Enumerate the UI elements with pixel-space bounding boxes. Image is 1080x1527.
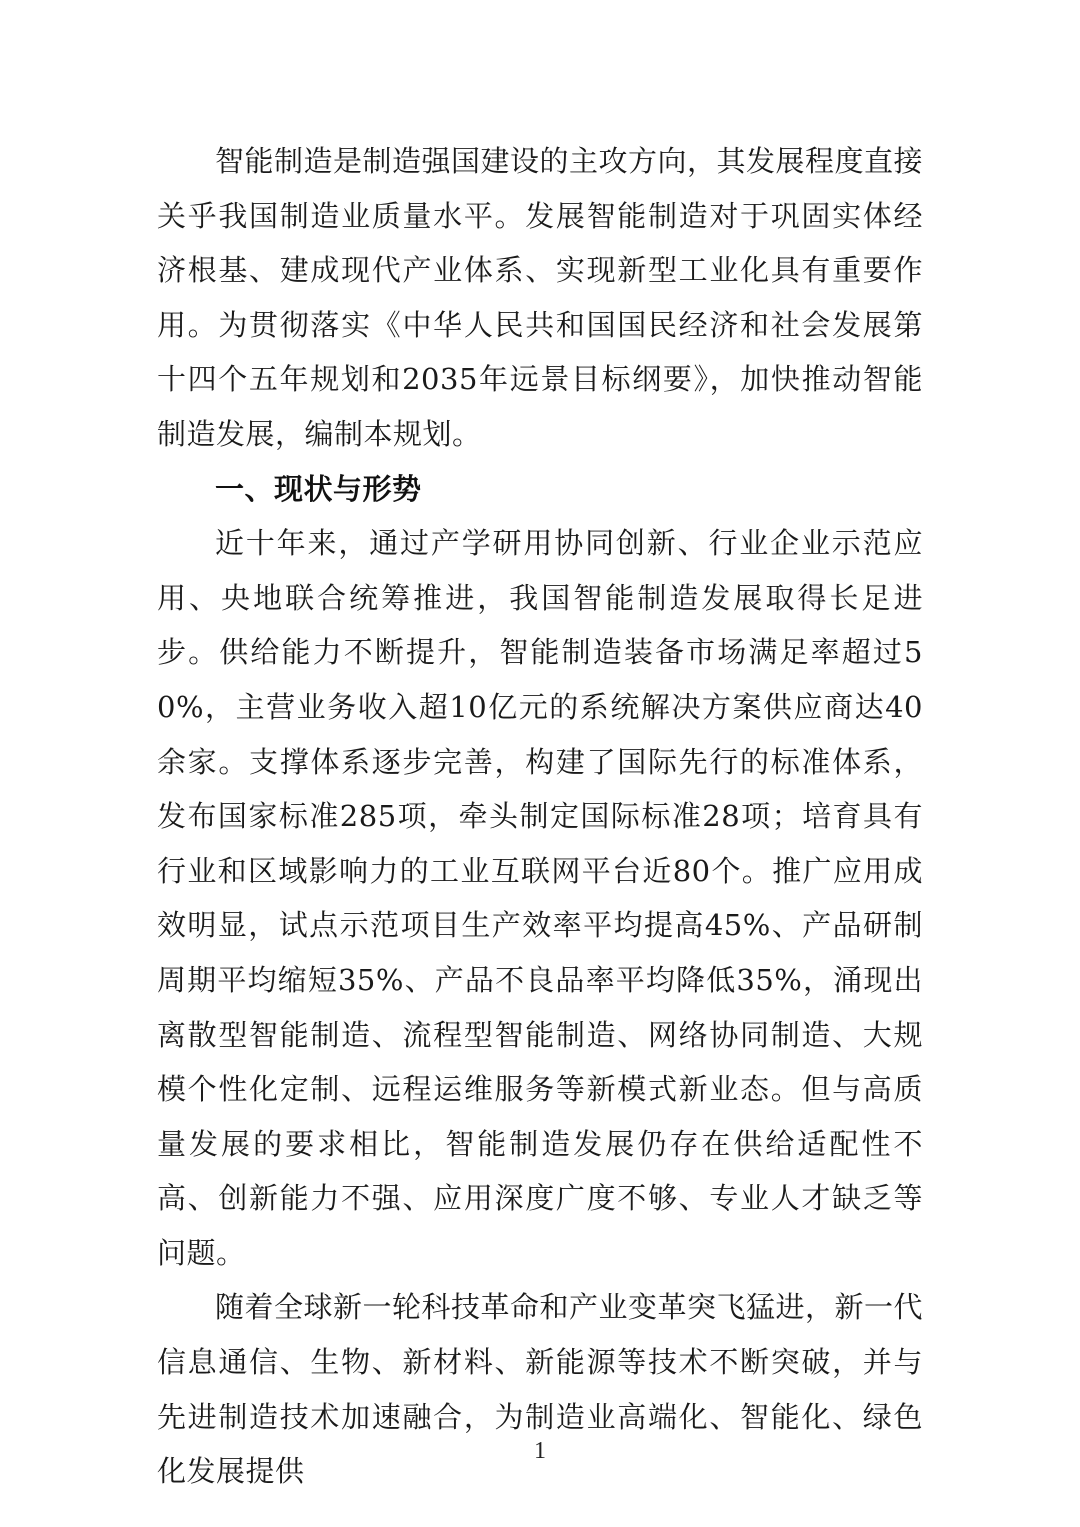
document-body: [157, 134, 923, 1499]
page-number: 1: [534, 1438, 546, 1464]
paragraph-trends: 随着全球新一轮科技革命和产业变革突飞猛进，新一代信息通信、生物、新材料、新能源等技术不断突破，并与先进制造技术加速融合，为制造业高端化、智能化、绿色化发展提供: [157, 1290, 924, 1489]
paragraph-progress: 近十年来，通过产学研用协同创新、行业企业示范应用、央地联合统筹推进，我国智能制造发展取得长足进步。供给能力不断提升，智能制造装备市场满足率超过50%，主营业务收入超10亿元的系统解决方案供应商达40余家。支撑体系逐步完善，构建了国际先行的标准体系，发布国家标准285项，牵头制定国际标准28项；培育具有行业和区域影响力的工业互联网平台近80个。推广应用成效明显，试点示范项目生产效率平均提高45%、产品研制周期平均缩短35%、产品不良品率平均降低35%，涌现出离散型智能制造、流程型智能制造、网络协同制造、大规模个性化定制、远程运维服务等新模式新业态。但与高质量发展的要求相比，智能制造发展仍存在供给适配性不高、创新能力不强、应用深度广度不够、专业人才缺乏等问题。: [157, 526, 923, 1270]
section-heading-status-and-situation: 一、现状与形势: [215, 471, 422, 506]
paragraph-intro: 智能制造是制造强国建设的主攻方向，其发展程度直接关乎我国制造业质量水平。发展智能制造对于巩固实体经济根基、建成现代产业体系、实现新型工业化具有重要作用。为贯彻落实《中华人民共和国国民经济和社会发展第十四个五年规划和2035年远景目标纲要》，加快推动智能制造发展，编制本规划。: [157, 144, 924, 451]
